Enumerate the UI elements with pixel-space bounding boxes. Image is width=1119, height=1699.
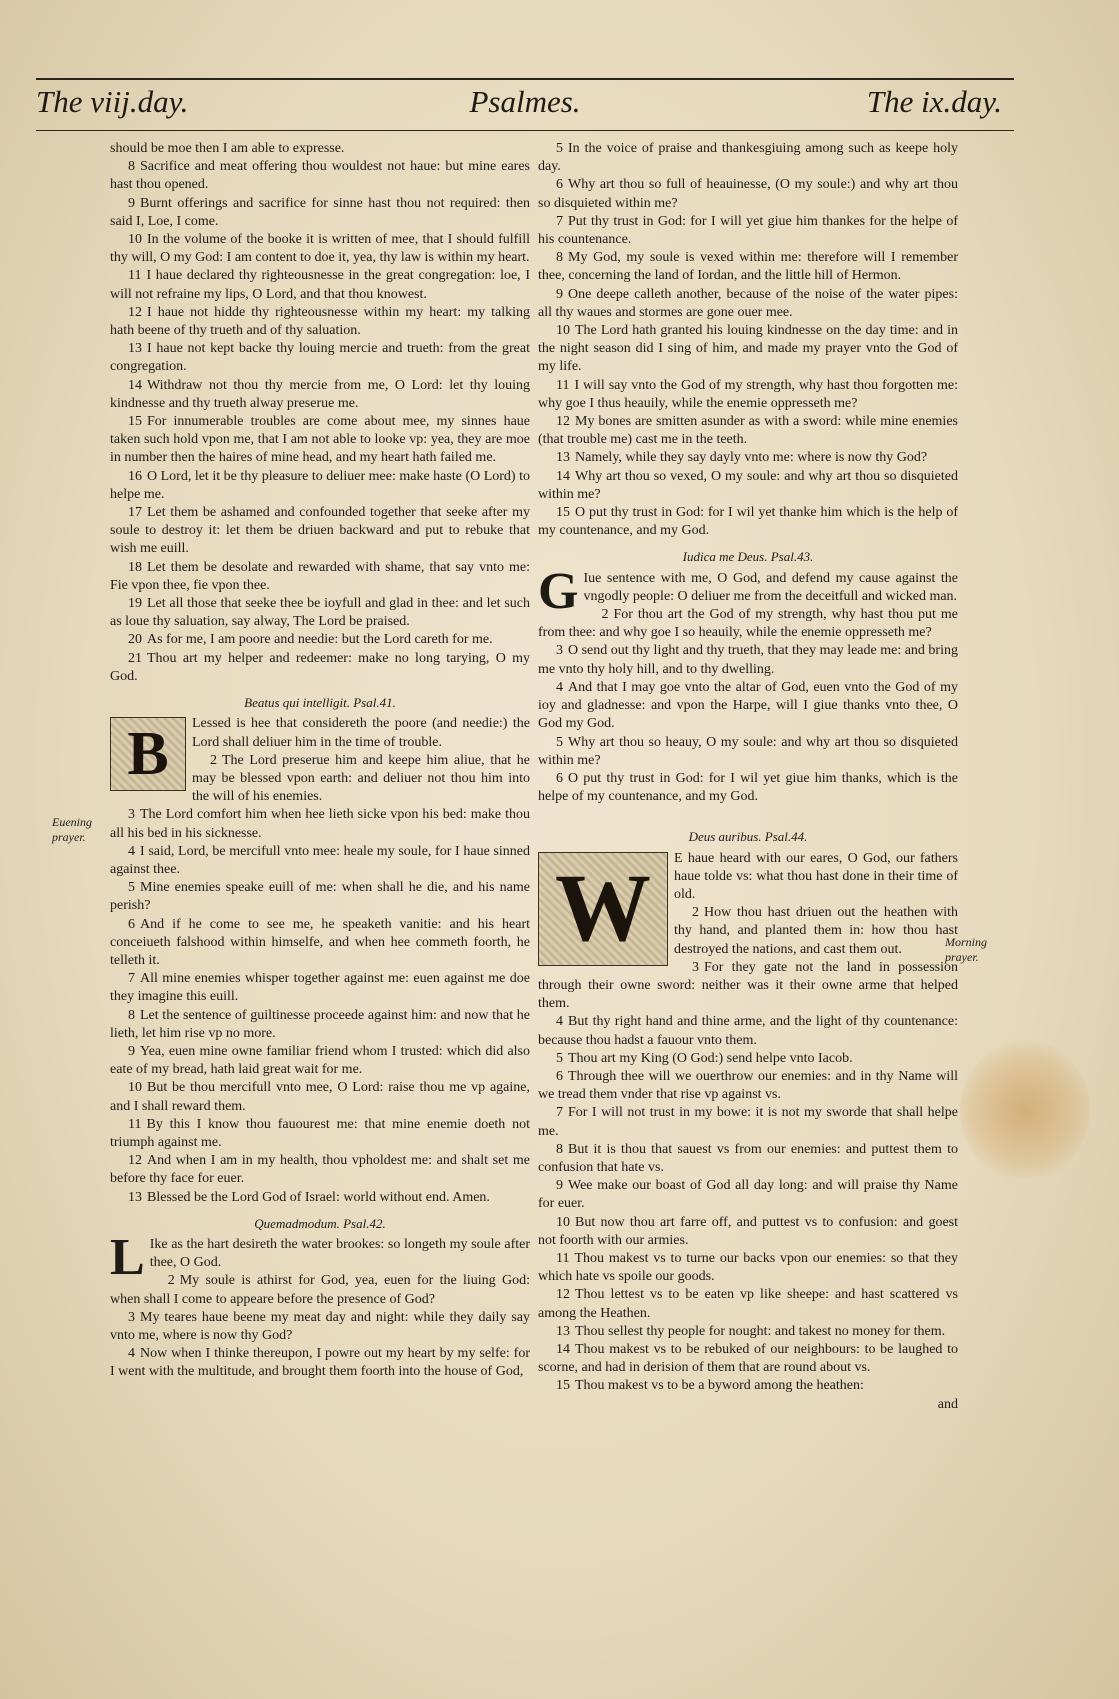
verse — [538, 176, 958, 212]
verse-number: 5 — [128, 880, 135, 896]
verse-list-right-a — [538, 140, 958, 540]
verse-text: Yea, euen mine owne familiar friend whom I trusted: which did also eate of my bread, hath laid great wait for me. — [110, 1043, 530, 1078]
verse — [538, 1377, 958, 1395]
verse — [538, 1050, 958, 1068]
verse-number: 6 — [556, 1068, 563, 1084]
verse-number: 10 — [556, 1214, 570, 1230]
verse-number: 3 — [556, 643, 563, 659]
verse-number: 21 — [128, 650, 142, 666]
verse-text: Mine enemies speake euill of me: when shall he die, and his name perish? — [110, 880, 530, 914]
verse — [538, 504, 958, 540]
water-stain — [960, 1040, 1090, 1180]
verse-text: Thou makest vs to be a byword among the heathen: — [575, 1378, 864, 1394]
verse-text: As for me, I am poore and needie: but the Lord careth for me. — [147, 632, 493, 648]
verse — [110, 158, 530, 194]
verse-text: I said, Lord, be mercifull vnto mee: heale my soule, for I haue sinned against thee. — [110, 843, 530, 877]
verse — [110, 1272, 530, 1308]
verse-number: 8 — [556, 250, 563, 266]
psalm-42-verse-1-text: Ike as the hart desireth the water brookes: so longeth my soule after thee, O God. — [149, 1236, 530, 1271]
header-rule-top — [36, 78, 1014, 80]
verse-number: 16 — [128, 468, 142, 484]
verse-text: O put thy trust in God: for I wil yet thanke him which is the help of my countenance, and my God. — [538, 505, 958, 539]
verse-text: How thou hast driuen out the heathen with thy hand, and planted them in: how thou hast destroyed the nations, and cast them out. — [674, 905, 958, 957]
psalm-43-heading: Iudica me Deus. Psal.43. — [682, 549, 814, 565]
verse — [538, 770, 958, 806]
verse — [110, 231, 530, 267]
verse-list-right-b — [538, 606, 958, 806]
psalm-44-drop-cap: W — [538, 852, 668, 966]
verse — [110, 559, 530, 595]
catchword: and — [937, 1396, 958, 1412]
header-left: The viij.day. — [36, 84, 189, 119]
verse — [538, 606, 958, 642]
verse-continuation: should be moe then I am able to expresse. — [110, 141, 345, 156]
verse — [538, 286, 958, 322]
verse — [538, 1214, 958, 1250]
verse — [538, 468, 958, 504]
left-column — [110, 140, 530, 1540]
verse-number: 14 — [128, 377, 142, 393]
verse — [538, 1177, 958, 1213]
verse-text: Through thee will we ouerthrow our enemies: and in thy Name will we tread them vnder that rise vp against vs. — [538, 1068, 958, 1103]
verse-text: And that I may goe vnto the altar of God, euen vnto the God of my ioy and gladnesse: and vpon the Harpe, will I giue thanks vnto thee, O God my God. — [538, 679, 958, 732]
verse-number: 8 — [556, 1141, 563, 1157]
psalm-44-verse-1-text: E haue heard with our eares, O God, our fathers haue tolde vs: what thou hast done in their time of old. — [674, 850, 958, 902]
margin-note-morning: Morning prayer. — [945, 935, 987, 964]
verse — [110, 504, 530, 559]
verse-number: 4 — [128, 843, 135, 859]
verse-text: My teares haue beene my meat day and night: while they daily say vnto me, where is now thy God? — [110, 1309, 530, 1343]
verse — [110, 631, 530, 649]
verse-number: 14 — [556, 1342, 570, 1357]
verse-text: And if he come to see me, he speaketh vanitie: and his heart conceiueth falshood within himselfe, and when hee commeth foorth, he telleth it. — [110, 916, 530, 968]
verse-text: Put thy trust in God: for I will yet giue him thankes for the helpe of his countenance. — [538, 213, 958, 248]
verse-number: 4 — [556, 679, 563, 695]
verse-text: Why art thou so heauy, O my soule: and why art thou so disquieted within me? — [538, 734, 958, 768]
verse-number: 11 — [556, 377, 570, 393]
verse — [538, 213, 958, 249]
verse-number: 15 — [128, 414, 142, 430]
verse-text: Namely, while they say dayly vnto me: where is now thy God? — [575, 450, 928, 466]
verse — [110, 879, 530, 915]
verse — [110, 468, 530, 504]
verse-number: 5 — [556, 734, 563, 750]
verse-number: 6 — [128, 916, 135, 932]
verse-number: 2 — [692, 905, 699, 921]
verse-number: 12 — [556, 1287, 570, 1303]
verse — [110, 595, 530, 631]
verse-number: 7 — [128, 971, 135, 987]
verse — [110, 650, 530, 686]
verse-number: 9 — [556, 286, 563, 302]
header-rule-bottom — [36, 130, 1014, 131]
verse-text: I haue not hidde thy righteousnesse within my heart: my talking hath beene of thy trueth and of thy saluation. — [110, 304, 530, 339]
verse-text: I will say vnto the God of my strength, why hast thou forgotten me: why goe I thus heauily, while the enemie oppresseth me? — [538, 377, 958, 411]
verse-text: The Lord comfort him when hee lieth sicke vpon his bed: make thou all his bed in his sicknesse. — [110, 807, 530, 841]
verse — [538, 1341, 958, 1377]
psalm-41-drop-cap: B — [110, 717, 186, 791]
verse-number: 18 — [128, 559, 142, 575]
verse-number: 8 — [128, 1007, 135, 1023]
verse-number: 3 — [128, 1309, 135, 1325]
verse-text: But now thou art farre off, and puttest vs to confusion: and goest not foorth with our armies. — [538, 1214, 958, 1248]
verse — [538, 679, 958, 734]
verse — [538, 1323, 958, 1341]
psalm-43-verse-1 — [538, 562, 958, 620]
verse-text: But be thou mercifull vnto mee, O Lord: raise thou me vp againe, and I shall reward them. — [110, 1080, 530, 1114]
psalm-41-heading: Beatus qui intelligit. Psal.41. — [244, 695, 396, 711]
verse-number: 10 — [128, 1080, 142, 1096]
verse-number: 10 — [128, 232, 142, 248]
verse-number: 3 — [692, 959, 699, 975]
verse — [110, 1309, 530, 1345]
verse-text: The Lord hath granted his louing kindnesse on the day time: and in the night season did I sing of him, and made my prayer vnto the God of my life. — [538, 323, 958, 375]
verse-number: 4 — [128, 1346, 135, 1362]
verse-text: O put thy trust in God: for I wil yet giue him thanks, which is the helpe of my countenance, and my God. — [538, 770, 958, 805]
verse-number: 4 — [556, 1014, 563, 1030]
verse — [110, 1043, 530, 1079]
verse-text: Thou art my King (O God:) send helpe vnto Iacob. — [568, 1050, 853, 1066]
verse-text: And when I am in my health, thou vpholdest me: and shalt set me before thy face for euer. — [110, 1153, 530, 1187]
verse-text: Sacrifice and meat offering thou wouldest not haue: but mine eares hast thou opened. — [110, 159, 530, 193]
verse-number: 13 — [128, 341, 142, 357]
verse-number: 12 — [128, 1153, 142, 1169]
verse-text: Wee make our boast of God all day long: and will praise thy Name for euer. — [538, 1178, 958, 1212]
verse-number: 11 — [128, 268, 142, 284]
verse-text: Now when I thinke thereupon, I powre out my heart by my selfe: for I went with the multitude, and brought them foorth into the house of God, — [110, 1346, 530, 1380]
verse-text: But it is thou that sauest vs from our enemies: and puttest them to confusion that hate vs. — [538, 1141, 958, 1175]
verse — [110, 806, 530, 842]
verse-number: 13 — [556, 450, 570, 466]
verse — [538, 322, 958, 377]
verse-text: By this I know thou fauourest me: that mine enemie doeth not triumph against me. — [110, 1116, 530, 1150]
verse — [110, 1189, 530, 1207]
verse — [110, 267, 530, 303]
verse — [538, 1250, 958, 1286]
verse-text: My God, my soule is vexed within me: therefore will I remember thee, concerning the land of Iordan, and the little hill of Hermon. — [538, 250, 958, 284]
verse — [538, 734, 958, 770]
verse-number: 12 — [128, 304, 142, 320]
verse-number: 5 — [556, 1050, 563, 1066]
verse-number: 15 — [556, 1378, 570, 1394]
header-center: Psalmes. — [469, 84, 581, 119]
right-column — [538, 140, 958, 1540]
verse-number: 6 — [556, 177, 563, 193]
verse-number: 14 — [556, 468, 570, 484]
verse-text: One deepe calleth another, because of the noise of the water pipes: all thy waues and stormes are gone ouer mee. — [538, 286, 958, 320]
verse-number: 7 — [556, 213, 563, 229]
verse-number: 11 — [128, 1116, 142, 1132]
verse-text: But thy right hand and thine arme, and the light of thy countenance: because thou hadst a fauour vnto them. — [538, 1014, 958, 1048]
verse-text: My bones are smitten asunder as with a sword: while mine enemies (that trouble me) cast me in the teeth. — [538, 414, 958, 448]
verse-text: Let the sentence of guiltinesse proceede against him: and now that he lieth, let him rise vp no more. — [110, 1007, 530, 1041]
verse-list-left-c — [110, 1272, 530, 1381]
verse-text: I haue not kept backe thy louing mercie and trueth: from the great congregation. — [110, 341, 530, 375]
verse — [538, 1068, 958, 1104]
verse-number: 13 — [128, 1189, 142, 1205]
verse-text: For I will not trust in my bowe: it is not my sworde that shall helpe me. — [538, 1105, 958, 1139]
verse — [538, 1141, 958, 1177]
verse-text: Thou sellest thy people for nought: and takest no money for them. — [575, 1323, 946, 1339]
verse-number: 5 — [556, 141, 563, 156]
psalm-41-verse-1-text: Lessed is hee that considereth the poore (and needie:) the Lord shall deliuer him in the time of trouble. — [192, 716, 530, 750]
verse — [110, 843, 530, 879]
verse-text: Let them be ashamed and confounded together that seeke after my soule to destroy it: let them be driuen backward and put to rebuke that wish me euill. — [110, 505, 530, 557]
verse — [538, 140, 958, 176]
verse-text: For thou art the God of my strength, why hast thou put me from thee: and why goe I so heauily, while the enemie oppresseth me? — [538, 607, 958, 641]
verse-number: 2 — [210, 752, 217, 768]
verse — [538, 377, 958, 413]
verse — [110, 1116, 530, 1152]
verse-number: 2 — [601, 607, 609, 623]
verse-list-left-b — [110, 752, 530, 1207]
verse-number: 9 — [128, 1043, 135, 1059]
verse-text: All mine enemies whisper together against me: euen against me doe they imagine this euill. — [110, 971, 530, 1005]
verse — [110, 413, 530, 468]
verse-text: Why art thou so vexed, O my soule: and why art thou so disquieted within me? — [538, 468, 958, 502]
verse — [110, 340, 530, 376]
verse-text: O Lord, let it be thy pleasure to deliuer mee: make haste (O Lord) to helpe me. — [110, 468, 530, 502]
verse-text: My soule is athirst for God, yea, euen for the liuing God: when shall I come to appeare before the presence of God? — [110, 1273, 530, 1307]
verse — [538, 413, 958, 449]
verse — [538, 1013, 958, 1049]
verse-text: Thou makest vs to turne our backs vpon our enemies: so that they which hate vs spoile our goods. — [538, 1250, 958, 1285]
verse — [110, 1152, 530, 1188]
verse — [110, 916, 530, 971]
verse-text: Thou art my helper and redeemer: make no long tarying, O my God. — [110, 650, 530, 684]
verse — [538, 1286, 958, 1322]
verse-number: 8 — [128, 159, 135, 175]
verse — [110, 377, 530, 413]
verse — [110, 1345, 530, 1381]
verse-number: 10 — [556, 323, 570, 339]
margin-note-evening: Euening prayer. — [52, 815, 92, 844]
verse — [110, 195, 530, 231]
verse-number: 3 — [128, 807, 135, 823]
verse-number: 19 — [128, 596, 142, 612]
psalm-42-heading: Quemadmodum. Psal.42. — [254, 1215, 386, 1231]
verse-text: O send out thy light and thy trueth, that they may leade me: and bring me vnto thy holy hill, and to thy dwelling. — [538, 643, 958, 677]
verse-text: Thou lettest vs to be eaten vp like sheepe: and hast scattered vs among the Heathen. — [538, 1287, 958, 1321]
psalm-43-drop-cap: G — [538, 562, 579, 620]
verse-number: 7 — [556, 1105, 563, 1121]
verse-number: 12 — [556, 414, 570, 430]
header-right: The ix.day. — [866, 84, 1002, 119]
verse-number: 9 — [128, 195, 135, 211]
verse-text: Thou makest vs to be rebuked of our neighbours: to be laughed to scorne, and had in derision of them that are round about vs. — [538, 1342, 958, 1376]
verse — [110, 970, 530, 1006]
psalm-43-verse-1-text: Iue sentence with me, O God, and defend my cause against the vngodly people: O deliuer me from the deceitfull and wicked man. — [583, 570, 958, 604]
running-header — [36, 84, 1014, 128]
verse-text: Blessed be the Lord God of Israel: world without end. Amen. — [147, 1189, 490, 1205]
verse — [538, 959, 958, 1014]
verse-number: 13 — [556, 1323, 570, 1339]
verse-number: 15 — [556, 505, 570, 521]
verse-text: Let all those that seeke thee be ioyfull and glad in thee: and let such as loue thy saluation, say alway, The Lord be praised. — [110, 596, 530, 630]
psalm-42-verse-1 — [110, 1228, 530, 1286]
verse-number: 17 — [128, 505, 142, 521]
verse-text: Withdraw not thou thy mercie from me, O Lord: let thy louing kindnesse and thy trueth alway preserue me. — [110, 377, 530, 411]
verse-number: 6 — [556, 770, 563, 786]
verse-list-right-c — [538, 904, 958, 1395]
verse-text: In the voice of praise and thankesgiuing among such as keepe holy day. — [538, 141, 958, 175]
verse — [110, 1079, 530, 1115]
psalm-42-drop-cap: L — [110, 1228, 145, 1286]
verse-text: For they gate not the land in possession through their owne sword: neither was it their owne arme that helped them. — [538, 959, 958, 1012]
verse-list-left-a — [110, 158, 530, 686]
verse-text: For innumerable troubles are come about mee, my sinnes haue taken such hold vpon me, that I am not able to looke vp: yea, they are moe in number then the haires of mine head, and my heart hath failed me. — [110, 414, 530, 466]
verse — [110, 1007, 530, 1043]
verse — [110, 304, 530, 340]
verse — [538, 449, 958, 467]
verse-number: 20 — [128, 632, 142, 648]
verse — [538, 642, 958, 678]
verse — [538, 249, 958, 285]
verse-text: In the volume of the booke it is written of mee, that I should fulfill thy will, O my God: I am content to doe it, yea, thy law is within my heart. — [110, 232, 530, 266]
verse-text: Let them be desolate and rewarded with shame, that say vnto me: Fie vpon thee, fie vpon thee. — [110, 559, 530, 593]
verse-number: 11 — [556, 1250, 570, 1266]
verse-text: Why art thou so full of heauinesse, (O my soule:) and why art thou so disquieted within me? — [538, 177, 958, 211]
verse-number: 9 — [556, 1178, 563, 1194]
verse-number: 2 — [167, 1273, 175, 1289]
psalm-44-heading: Deus auribus. Psal.44. — [688, 829, 808, 845]
verse — [538, 1104, 958, 1140]
verse-text: I haue declared thy righteousnesse in the great congregation: loe, I will not refraine my lips, O Lord, and that thou knowest. — [110, 268, 530, 302]
verse-text: Burnt offerings and sacrifice for sinne hast thou not required: then said I, Loe, I come. — [110, 195, 530, 229]
verse-text: The Lord preserue him and keepe him aliue, that he may be blessed vpon earth: and deliuer not thou him into the will of his enemies. — [192, 752, 530, 805]
